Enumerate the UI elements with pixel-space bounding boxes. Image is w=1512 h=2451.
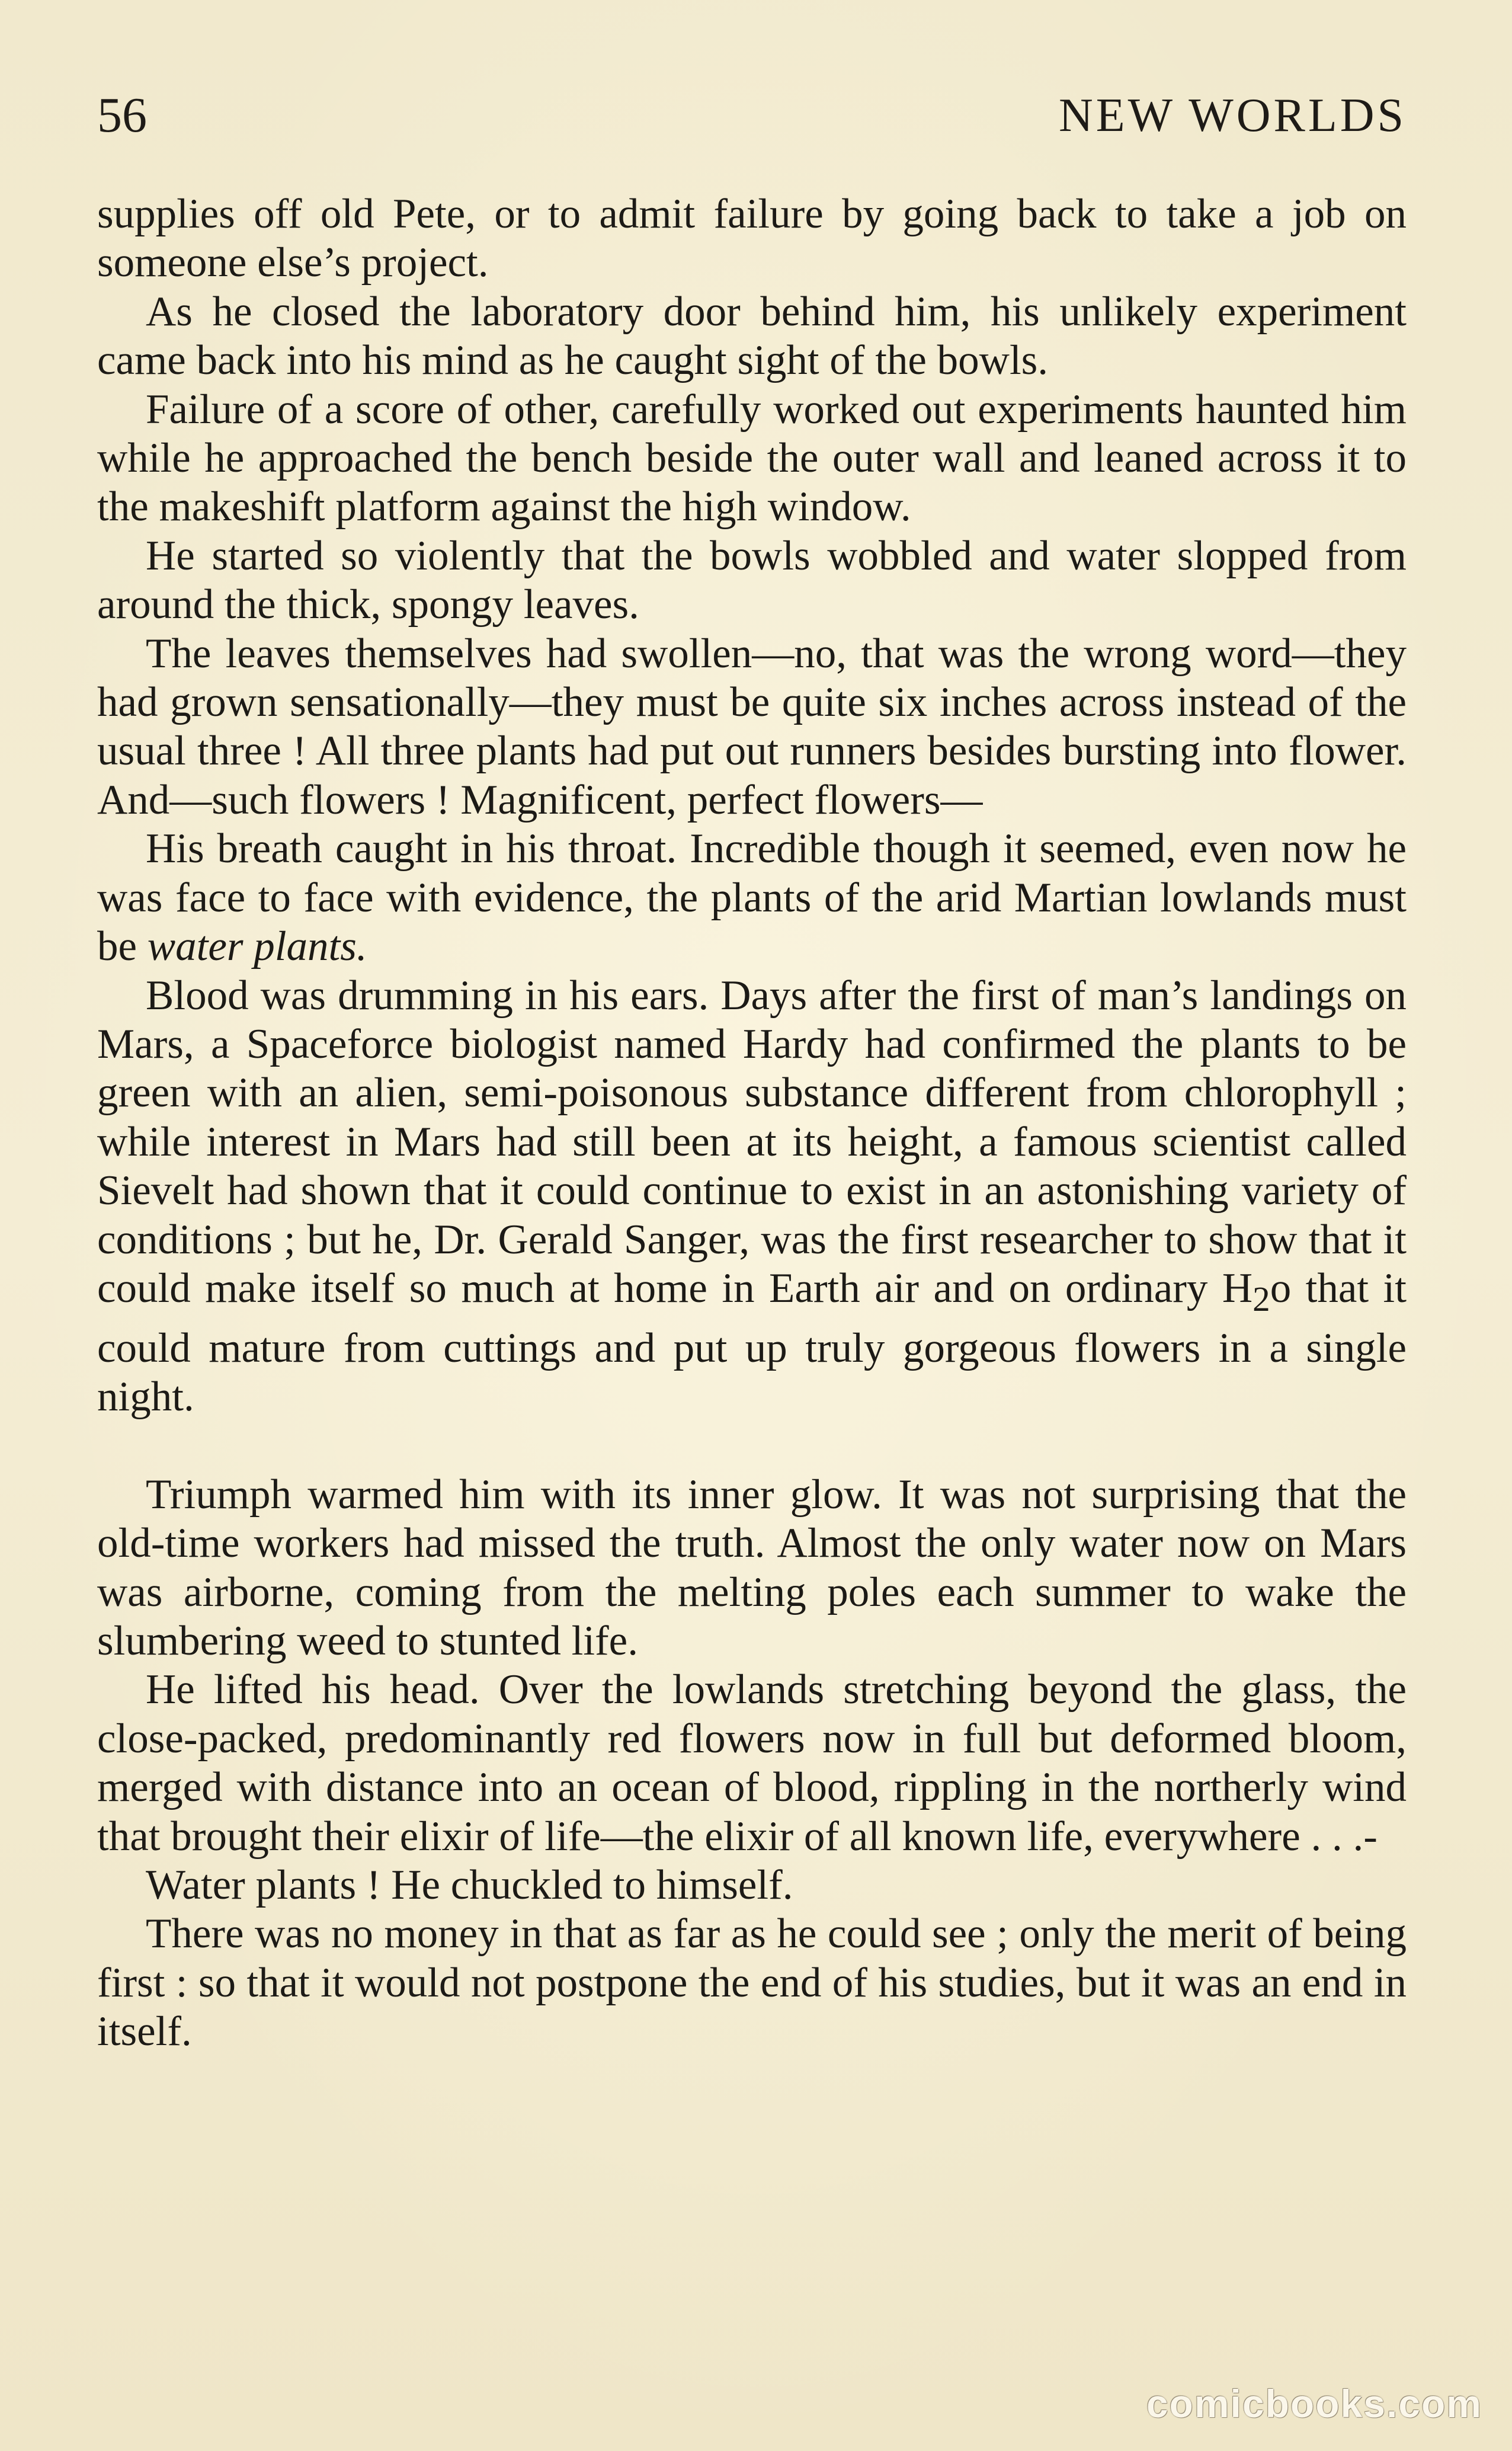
- page-number: 56: [97, 88, 147, 143]
- story-text: [97, 190, 1407, 2056]
- paragraph-7: [97, 971, 1407, 1422]
- paragraph-11: There was no money in that as far as he could see ; only the merit of being first : so that it would not postpone the end of his studies, but it was an end in itself.: [97, 1911, 1407, 2055]
- italic-phrase: water plants.: [147, 923, 367, 970]
- running-head-title: NEW WORLDS: [1058, 89, 1407, 142]
- paragraph-5: The leaves themselves had swollen—no, that was the wrong word—they had grown sensationally—they must be quite six inches across instead of the usual three ! All three plants had put out runners besides bursting into flower. And—such flowers ! Magnificent, perfect flowers—: [97, 630, 1407, 823]
- section-break: [97, 1421, 1407, 1470]
- paragraph-10: Water plants ! He chuckled to himself.: [146, 1861, 793, 1908]
- paragraph-7-text-a: Blood was drumming in his ears. Days after the first of man’s landings on Mars, a Spaceforce biologist named Hardy had confirmed the plants to be green with an alien, semi-poisonous substance different from chlorophyll ; while interest in Mars had still been at its height, a famous scientist called Sievelt had shown that it could continue to exist in an astonishing variety of conditions ; but he, Dr. Gerald Sanger, was the first researcher to show that it could make itself so much at home in Earth air and on ordinary H: [97, 972, 1407, 1311]
- page-header: [97, 83, 1407, 148]
- paragraph-3: Failure of a score of other, carefully worked out experiments haunted him while he approached the bench beside the outer wall and leaned across it to the makeshift platform against the high window.: [97, 386, 1407, 530]
- paragraph-4: He started so violently that the bowls wobbled and water slopped from around the thick, spongy leaves.: [97, 532, 1407, 628]
- paragraph-2: As he closed the laboratory door behind him, his unlikely experiment came back into his mind as he caught sight of the bowls.: [97, 288, 1407, 384]
- paragraph-1: supplies off old Pete, or to admit failure by going back to take a job on someone else’s project.: [97, 191, 1407, 286]
- paragraph-9: He lifted his head. Over the lowlands stretching beyond the glass, the close-packed, predominantly red flowers now in full but deformed bloom, merged with distance into an ocean of blood, rippling in the northerly wind that brought their elixir of life—the elixir of all known life, everywhere . . .-: [97, 1666, 1407, 1860]
- watermark: comicbooks.com: [1146, 2382, 1482, 2426]
- paragraph-7-text-b: o that it could mature from cuttings and put up truly gorgeous flowers in a single night.: [97, 1265, 1407, 1420]
- subscript-two: 2: [1252, 1279, 1270, 1319]
- paragraph-8: Triumph warmed him with its inner glow. It was not surprising that the old-time workers had missed the truth. Almost the only water now on Mars was airborne, coming from the melting poles each summer to wake the slumbering weed to stunted life.: [97, 1471, 1407, 1664]
- paragraph-6: [97, 824, 1407, 971]
- paragraph-6-text: His breath caught in his throat. Incredible though it seemed, even now he was face to face with evidence, the plants of the arid Martian lowlands must be: [97, 825, 1407, 970]
